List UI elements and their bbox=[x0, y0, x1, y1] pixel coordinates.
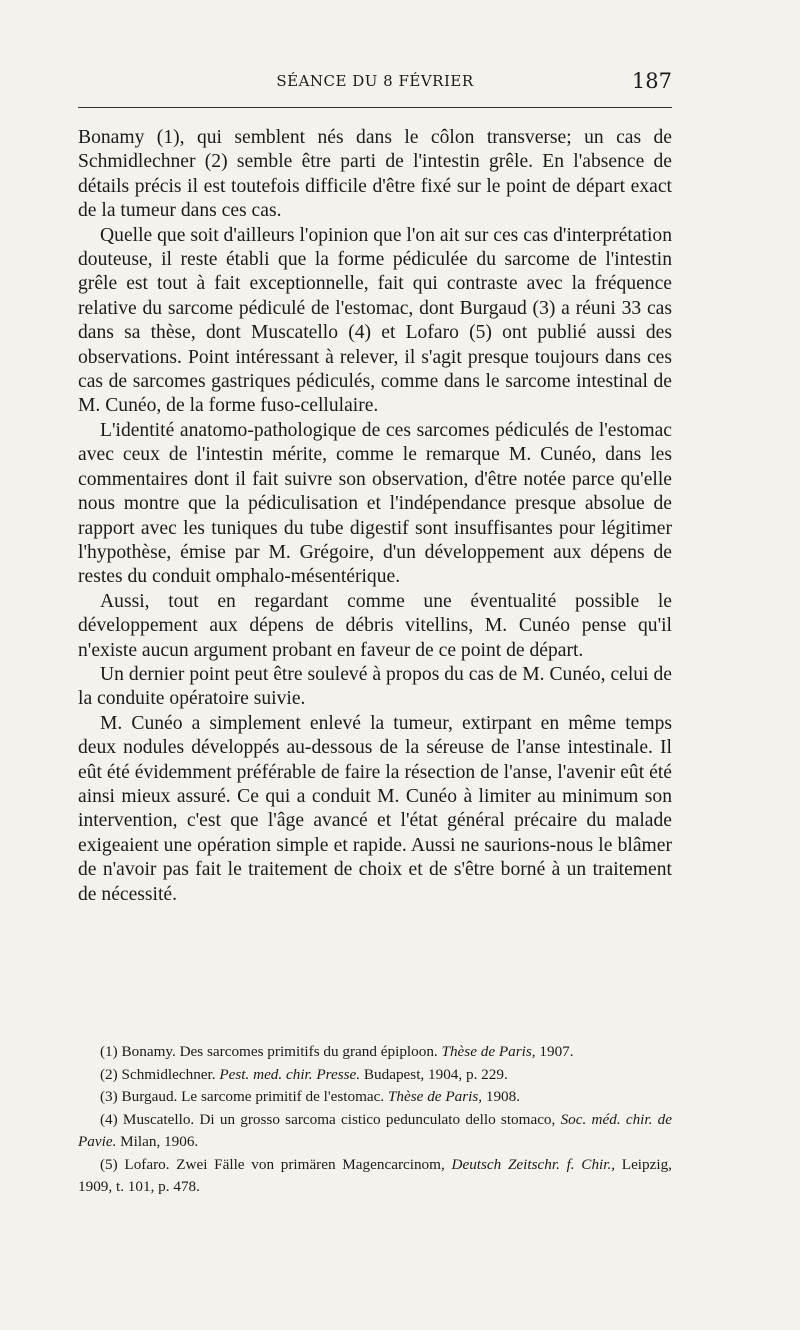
footnote: (4) Muscatello. Di un grosso sarcoma cistico pedunculato dello stomaco, Soc. méd. chir. de Pavie. Milan, 1906. bbox=[78, 1110, 672, 1150]
footnotes bbox=[78, 1041, 672, 1199]
footnote: (2) Schmidlechner. Pest. med. chir. Presse. Budapest, 1904, p. 229. bbox=[100, 1065, 508, 1083]
footnote: (1) Bonamy. Des sarcomes primitifs du grand épiploon. Thèse de Paris, 1907. bbox=[100, 1043, 574, 1060]
paragraph: Aussi, tout en regardant comme une éventualité possible le développement aux dépens de débris vitellins, M. Cunéo pense qu'il n'existe aucun argument probant en faveur de ce point de départ. bbox=[78, 590, 672, 661]
header-title: SÉANCE DU 8 FÉVRIER bbox=[276, 72, 474, 90]
paragraph: Bonamy (1), qui semblent nés dans le côlon transverse; un cas de Schmidlechner (2) semble être parti de l'intestin grêle. En l'absence de détails précis il est toutefois difficile d'être fixé sur le point de départ exact de la tumeur dans ces cas. bbox=[78, 127, 672, 222]
paragraph: Un dernier point peut être soulevé à propos du cas de M. Cunéo, celui de la conduite opératoire suivie. bbox=[78, 663, 672, 710]
running-header bbox=[78, 69, 672, 98]
body-text bbox=[78, 126, 672, 907]
footnote: (5) Lofaro. Zwei Fälle von primären Magencarcinom, Deutsch Zeitschr. f. Chir., Leipzig, 1909, t. 101, p. 478. bbox=[78, 1155, 672, 1195]
paragraph: M. Cunéo a simplement enlevé la tumeur, extirpant en même temps deux nodules développés au-dessous de la séreuse de l'anse intestinale. Il eût été évidemment préférable de faire la résection de l'anse, l'avenir eût été ainsi mieux assuré. Ce qui a conduit M. Cunéo à limiter au minimum son intervention, c'est que l'âge avancé et l'état général précaire du malade exigeaient une opération simple et rapide. Aussi ne saurions-nous le blâmer de n'avoir pas fait le traitement de choix et de s'être borné à un traitement de nécessité. bbox=[78, 712, 672, 905]
header-rule bbox=[78, 107, 672, 108]
page-number: 187 bbox=[631, 69, 672, 93]
footnote: (3) Burgaud. Le sarcome primitif de l'estomac. Thèse de Paris, 1908. bbox=[100, 1088, 521, 1105]
paragraph: Quelle que soit d'ailleurs l'opinion que l'on ait sur ces cas d'interprétation douteuse, il reste établi que la forme pédiculée du sarcome de l'intestin grêle est tout à fait exceptionnelle, fait qui contraste avec la fréquence relative du sarcome pédiculé de l'estomac, dont Burgaud (3) a réuni 33 cas dans sa thèse, dont Muscatello (4) et Lofaro (5) ont publié aussi des observations. Point intéressant à relever, il s'agit presque toujours dans ces cas de sarcomes gastriques pédiculés, comme dans le sarcome intestinal de M. Cunéo, de la forme fuso-cellulaire. bbox=[78, 224, 672, 417]
paragraph: L'identité anatomo-pathologique de ces sarcomes pédiculés de l'estomac avec ceux de l'intestin mérite, comme le remarque M. Cunéo, dans les commentaires dont il fait suivre son observation, d'être notée parce qu'elle nous montre que la pédiculisation et l'indépendance presque absolue de rapport avec les tuniques du tube digestif sont insuffisantes pour légitimer l'hypothèse, émise par M. Grégoire, d'un développement aux dépens de restes du conduit omphalo-mésentérique. bbox=[78, 419, 672, 588]
